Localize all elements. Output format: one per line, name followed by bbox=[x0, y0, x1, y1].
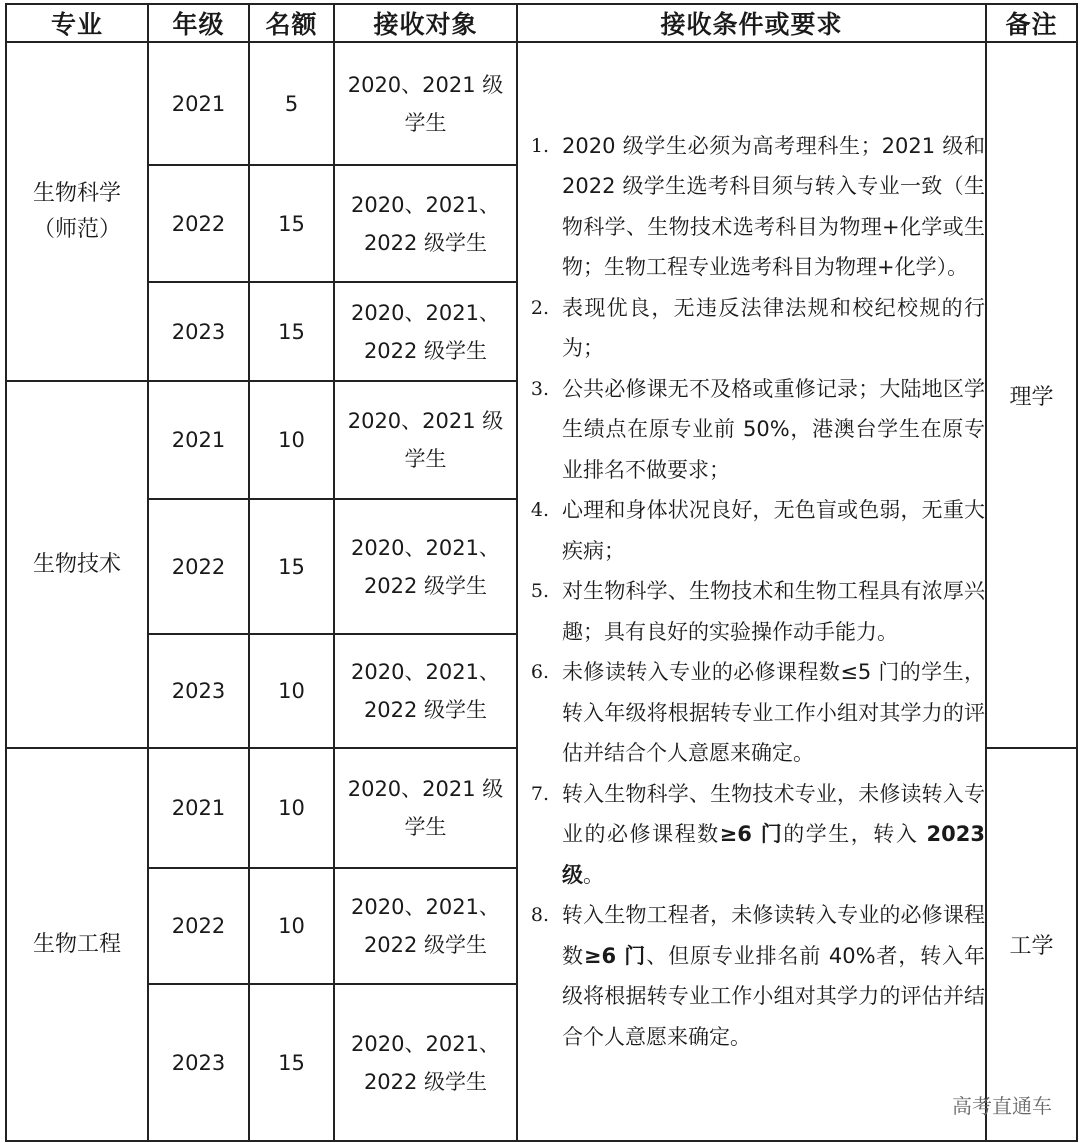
target-line: 2020、2021、 bbox=[351, 1031, 500, 1056]
target-cell bbox=[334, 499, 517, 634]
header-major: 专业 bbox=[6, 4, 148, 42]
grade-cell: 2022 bbox=[148, 868, 249, 984]
quota-cell: 5 bbox=[249, 42, 334, 165]
table-row bbox=[6, 42, 1077, 165]
requirement-text: 公共必修课无不及格或重修记录；大陆地区学生绩点在原专业前 50%，港澳台学生在原专业排名不做要求； bbox=[562, 376, 985, 482]
requirement-emphasis: ≥6 门 bbox=[719, 822, 784, 847]
requirement-item bbox=[518, 126, 985, 288]
target-line: 2022 级学生 bbox=[363, 338, 488, 363]
requirement-item bbox=[518, 774, 985, 896]
quota-cell: 10 bbox=[249, 748, 334, 868]
quota-cell: 15 bbox=[249, 984, 334, 1141]
target-line: 2020、2021 级 bbox=[347, 72, 504, 97]
requirement-item bbox=[518, 288, 985, 369]
target-cell bbox=[334, 42, 517, 165]
requirement-text: 2020 级学生必须为高考理科生；2021 级和 2022 级学生选考科目须与转入专业一致（生物科学、生物技术选考科目为物理+化学或生物；生物工程专业选考科目为物理+化学）。 bbox=[562, 133, 985, 280]
target-line: 2020、2021 级 bbox=[347, 777, 504, 801]
requirement-text: 未修读转入专业的必修课程数≤5 门的学生，转入年级将根据转专业工作小组对其学力的评估并结合个人意愿来确定。 bbox=[562, 660, 985, 766]
major-cell-biotechnology bbox=[6, 381, 148, 748]
major-cell-bioengineering bbox=[6, 748, 148, 1141]
header-requirements: 接收条件或要求 bbox=[517, 4, 986, 42]
watermark: 高考直通车 bbox=[952, 1094, 1052, 1118]
target-line: 2022 级学生 bbox=[363, 698, 488, 722]
requirement-text-part: 。 bbox=[583, 862, 604, 887]
requirement-text: 心理和身体状况良好，无色盲或色弱，无重大疾病； bbox=[562, 498, 985, 563]
target-line: 2020、2021、 bbox=[351, 895, 500, 919]
note-cell-engineering: 工学 bbox=[986, 748, 1077, 1141]
quota-cell: 15 bbox=[249, 282, 334, 381]
target-cell bbox=[334, 868, 517, 984]
target-line: 2020、2021、 bbox=[351, 660, 500, 684]
requirement-number: 7. bbox=[530, 782, 550, 805]
target-line: 2020、2021、 bbox=[351, 192, 500, 217]
quota-cell: 15 bbox=[249, 499, 334, 634]
requirement-item bbox=[518, 490, 985, 571]
requirement-number: 4. bbox=[530, 499, 550, 522]
requirement-text bbox=[562, 774, 985, 896]
grade-cell: 2021 bbox=[148, 381, 249, 499]
target-cell bbox=[334, 165, 517, 282]
target-line: 2020、2021、 bbox=[351, 535, 500, 560]
major-name: 生物工程 bbox=[32, 931, 121, 957]
quota-cell: 10 bbox=[249, 634, 334, 748]
target-line: 2022 级学生 bbox=[363, 573, 488, 598]
target-cell bbox=[334, 748, 517, 868]
quota-cell: 10 bbox=[249, 381, 334, 499]
major-name: 生物技术 bbox=[32, 551, 121, 577]
requirement-text-part: 的学生，转入 bbox=[783, 822, 927, 847]
requirement-emphasis: ≥6 门 bbox=[583, 943, 647, 968]
requirement-number: 5. bbox=[530, 580, 550, 603]
major-cell-biological-science bbox=[6, 42, 148, 381]
requirement-number: 6. bbox=[530, 661, 550, 684]
requirement-number: 1. bbox=[530, 134, 550, 157]
requirement-text-part: 、但原专业排名前 40%者，转入年级将根据转专业工作小组对其学力的评估并结合个人意愿来确定。 bbox=[562, 943, 985, 1049]
target-cell bbox=[334, 634, 517, 748]
requirement-text: 表现优良，无违反法律法规和校纪校规的行为； bbox=[562, 295, 985, 361]
quota-cell: 15 bbox=[249, 165, 334, 282]
requirement-item bbox=[518, 895, 985, 1057]
grade-cell: 2021 bbox=[148, 42, 249, 165]
requirements-list bbox=[518, 126, 985, 1058]
grade-cell: 2023 bbox=[148, 634, 249, 748]
target-line: 2022 级学生 bbox=[363, 230, 488, 255]
requirement-item bbox=[518, 369, 985, 491]
grade-cell: 2022 bbox=[148, 165, 249, 282]
target-line: 2020、2021、 bbox=[351, 300, 500, 325]
grade-cell: 2023 bbox=[148, 984, 249, 1141]
transfer-admission-table bbox=[5, 3, 1078, 1142]
requirement-item bbox=[518, 652, 985, 774]
quota-cell: 10 bbox=[249, 868, 334, 984]
target-line: 学生 bbox=[404, 110, 447, 135]
requirement-number: 2. bbox=[530, 296, 550, 319]
requirement-number: 8. bbox=[530, 904, 550, 927]
target-cell bbox=[334, 282, 517, 381]
target-line: 学生 bbox=[404, 447, 447, 471]
major-name: 生物科学 bbox=[32, 180, 121, 206]
target-cell bbox=[334, 381, 517, 499]
header-quota: 名额 bbox=[249, 4, 334, 42]
header-grade: 年级 bbox=[148, 4, 249, 42]
requirement-text-part: 转入生物工程者，未修读转入专业的必修课程数 bbox=[562, 903, 985, 968]
requirement-text bbox=[562, 895, 985, 1057]
header-note: 备注 bbox=[986, 4, 1077, 42]
requirement-emphasis: 2023 级 bbox=[562, 822, 985, 887]
requirements-cell bbox=[517, 42, 986, 1141]
target-line: 2020、2021 级 bbox=[347, 409, 504, 433]
requirement-text-part: 转入生物科学、生物技术专业，未修读转入专业的必修课程数 bbox=[562, 781, 985, 847]
target-cell bbox=[334, 984, 517, 1141]
target-line: 2022 级学生 bbox=[363, 1069, 488, 1094]
target-line: 2022 级学生 bbox=[363, 933, 488, 957]
grade-cell: 2021 bbox=[148, 748, 249, 868]
grade-cell: 2022 bbox=[148, 499, 249, 634]
note-cell-science: 理学 bbox=[986, 42, 1077, 748]
requirement-number: 3. bbox=[530, 377, 550, 400]
table-header-row bbox=[6, 4, 1077, 42]
major-name-suffix: （师范） bbox=[32, 216, 121, 242]
header-target: 接收对象 bbox=[334, 4, 517, 42]
requirement-text: 对生物科学、生物技术和生物工程具有浓厚兴趣；具有良好的实验操作动手能力。 bbox=[562, 579, 985, 644]
grade-cell: 2023 bbox=[148, 282, 249, 381]
target-line: 学生 bbox=[404, 815, 447, 839]
requirement-item bbox=[518, 571, 985, 652]
